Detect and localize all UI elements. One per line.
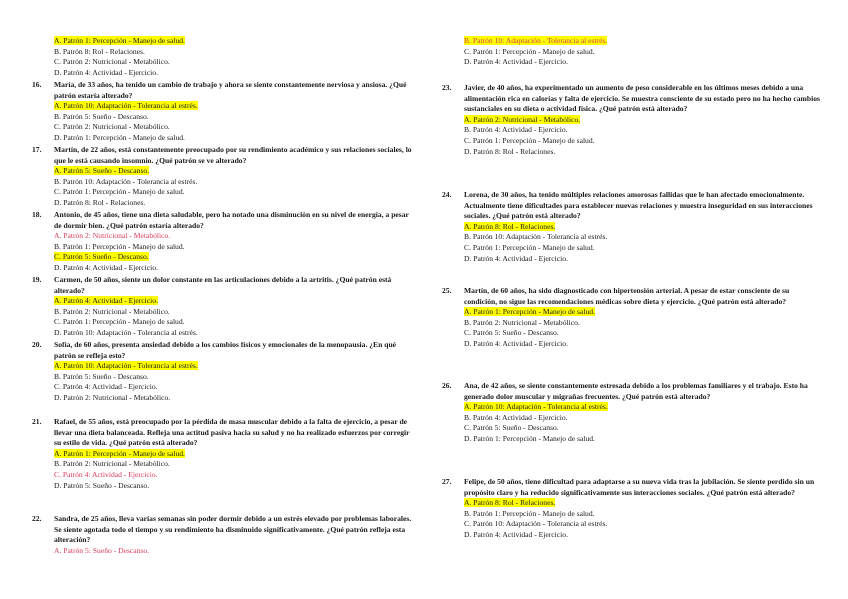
question-text: Ana, de 42 años, se siente constantemente estresada debido a los problemas familiares y el trabajo. Esto ha generado dolor muscular y migrañas frecuentes. ¿Qué patrón está alterado? xyxy=(464,381,808,401)
question-number: 27. xyxy=(442,477,452,486)
question-number: 25. xyxy=(442,286,452,295)
answer-option xyxy=(464,423,822,434)
answer-option xyxy=(464,115,822,126)
question-text: María, de 33 años, ha tenido un cambio de trabajo y ahora se siente constantemente nerviosa y ansiosa. ¿Qué patrón estaría alterado? xyxy=(54,80,407,100)
answer-option xyxy=(54,68,412,79)
answer-option-text: A. Patrón 10: Adaptación - Tolerancia al estrés. xyxy=(464,402,608,412)
answer-option xyxy=(54,36,412,47)
question-number: 20. xyxy=(32,340,42,349)
answer-option xyxy=(54,449,412,460)
answer-options xyxy=(32,546,412,557)
answer-option-text: A. Patrón 1: Percepción - Manejo de salud. xyxy=(54,36,185,45)
answer-option xyxy=(54,133,412,144)
question-number: 22. xyxy=(32,514,42,523)
answer-option-text: B. Patrón 10: Adaptación - Tolerancia al estrés. xyxy=(464,232,608,242)
question-item xyxy=(442,286,822,350)
answer-option xyxy=(464,36,822,47)
answer-option xyxy=(54,470,412,481)
answer-option-text: C. Patrón 5: Sueño - Descanso. xyxy=(464,423,559,433)
answer-option-text: C. Patrón 10: Adaptación - Tolerancia al estrés. xyxy=(464,519,608,529)
answer-option-text: C. Patrón 5: Sueño - Descanso. xyxy=(464,328,559,338)
answer-option xyxy=(54,296,412,307)
answer-options xyxy=(442,402,822,444)
question-number: 26. xyxy=(442,381,452,390)
answer-option-text: C. Patrón 4: Actividad - Ejercicio. xyxy=(54,382,158,392)
question-item xyxy=(32,340,412,404)
answer-option xyxy=(54,166,412,177)
answer-option xyxy=(54,198,412,209)
question-item xyxy=(32,514,412,556)
answer-option xyxy=(464,232,822,243)
answer-option-text: B. Patrón 2: Nutricional - Metabólico. xyxy=(54,459,170,469)
answer-option-text: D. Patrón 4: Actividad - Ejercicio. xyxy=(464,253,568,263)
question-stem xyxy=(442,477,822,498)
answer-option xyxy=(54,459,412,470)
answer-option xyxy=(54,122,412,133)
answer-option-text: B. Patrón 1: Percepción - Manejo de salud. xyxy=(464,508,595,518)
question-stem xyxy=(442,190,822,222)
answer-option-text: A. Patrón 2: Nutricional - Metabólico. xyxy=(464,114,581,124)
answer-option-text: B. Patrón 2: Nutricional - Metabólico. xyxy=(54,306,170,316)
question-text: Carmen, de 50 años, siente un dolor constante en las articulaciones debido a la artritis. ¿Qué patrón está alterado? xyxy=(54,275,392,295)
question-text: Sandra, de 25 años, lleva varias semanas sin poder dormir debido a un estrés elevado por problemas laborales. Se siente agotada todo el tiempo y su rendimiento ha disminuido significativamente. ¿Qué patrón refleja esta alteración? xyxy=(54,514,412,545)
answer-option-text: B. Patrón 10: Adaptación - Tolerancia al estrés. xyxy=(54,176,198,186)
answer-option-text: B. Patrón 1: Percepción - Manejo de salud. xyxy=(54,241,185,251)
question-number: 19. xyxy=(32,275,42,284)
answer-option-text: D. Patrón 1: Percepción - Manejo de salud. xyxy=(54,132,185,142)
answer-option-text: A. Patrón 1: Percepción - Manejo de salud. xyxy=(464,307,595,317)
answer-option-text: B. Patrón 4: Actividad - Ejercicio. xyxy=(464,412,568,422)
answer-option-text: B. Patrón 5: Sueño - Descanso. xyxy=(54,371,149,381)
answer-option xyxy=(54,328,412,339)
answer-option xyxy=(54,372,412,383)
answer-options xyxy=(32,166,412,208)
question-stem xyxy=(442,286,822,307)
answer-option xyxy=(464,498,822,509)
question-stem xyxy=(32,275,412,296)
question-stem xyxy=(32,514,412,546)
question-text: Lorena, de 30 años, ha tenido múltiples relaciones amorosas fallidas que le han afectado emocionalmente. Actualmente tiene dificultades para establecer nuevas relaciones y muestra inseguridad en sus interacciones sociales. ¿Qué patrón está alterado? xyxy=(464,190,813,221)
answer-option xyxy=(464,125,822,136)
question-stem xyxy=(32,145,412,166)
question-text: Rafael, de 55 años, está preocupado por la pérdida de masa muscular debido a la falta de ejercicio, a pesar de llevar una dieta balanceada. Refleja una actitud pasiva hacia su salud y no ha realizado esfuerzos por corregir su estilo de vida. ¿Qué patrón está alterado? xyxy=(54,417,410,448)
answer-option xyxy=(464,434,822,445)
answer-option xyxy=(464,136,822,147)
answer-option xyxy=(54,382,412,393)
question-number: 21. xyxy=(32,417,42,426)
answer-option-text: C. Patrón 2: Nutricional - Metabólico. xyxy=(54,122,170,132)
answer-option xyxy=(54,231,412,242)
answer-option-text: B. Patrón 10: Adaptación - Tolerancia al estrés. xyxy=(464,36,608,45)
question-item xyxy=(32,275,412,339)
answer-option-text: D. Patrón 4: Actividad - Ejercicio. xyxy=(54,262,158,272)
answer-option xyxy=(54,307,412,318)
answer-option-text: A. Patrón 5: Sueño - Descanso. xyxy=(54,166,150,176)
answer-option xyxy=(54,112,412,123)
answer-option xyxy=(464,307,822,318)
question-text: Martín, de 22 años, está constantemente preocupado por su rendimiento académico y sus relaciones sociales, lo que le está causando insomnio. ¿Qué patrón se ve alterado? xyxy=(54,145,412,165)
answer-option-text: C. Patrón 4: Actividad - Ejercicio. xyxy=(54,469,158,479)
answer-option-text: B. Patrón 4: Actividad - Ejercicio. xyxy=(464,125,568,135)
answer-option xyxy=(464,47,822,58)
answer-option xyxy=(54,546,412,557)
answer-options xyxy=(32,231,412,273)
answer-option xyxy=(54,47,412,58)
answer-option-text: A. Patrón 5: Sueño - Descanso. xyxy=(54,545,150,555)
answer-option-text: D. Patrón 4: Actividad - Ejercicio. xyxy=(464,338,568,348)
answer-option-text: D. Patrón 8: Rol - Relaciones. xyxy=(464,146,556,156)
answer-option xyxy=(54,177,412,188)
answer-options xyxy=(442,115,822,157)
question-stem xyxy=(32,417,412,449)
question-item xyxy=(32,210,412,274)
question-text: Felipe, de 50 años, tiene dificultad para adaptarse a su nueva vida tras la jubilación. Se siente perdido sin un propósito claro y ha reducido significativamente sus interacciones sociales. ¿Qué patrón está alterado? xyxy=(464,477,815,497)
answer-option-text: A. Patrón 2: Nutricional - Metabólico. xyxy=(54,231,171,241)
question-item xyxy=(442,477,822,541)
question-stem xyxy=(32,340,412,361)
question-stem xyxy=(32,210,412,231)
answer-option-text: C. Patrón 5: Sueño - Descanso. xyxy=(54,252,149,262)
question-item xyxy=(32,80,412,144)
question-number: 17. xyxy=(32,145,42,154)
question-item xyxy=(32,417,412,491)
answer-options xyxy=(442,222,822,264)
answer-option-text: A. Patrón 8: Rol - Relaciones. xyxy=(464,221,556,231)
answer-option xyxy=(54,317,412,328)
question-continuation xyxy=(442,36,822,68)
answer-option-text: A. Patrón 4: Actividad - Ejercicio. xyxy=(54,296,158,306)
answer-option-text: D. Patrón 1: Percepción - Manejo de salud. xyxy=(464,433,595,443)
answer-option xyxy=(464,402,822,413)
answer-option-text: C. Patrón 2: Nutricional - Metabólico. xyxy=(54,57,170,67)
answer-option xyxy=(464,57,822,68)
answer-option xyxy=(464,530,822,541)
question-number: 18. xyxy=(32,210,42,219)
answer-option-text: D. Patrón 4: Actividad - Ejercicio. xyxy=(464,57,568,67)
question-stem xyxy=(32,80,412,101)
answer-option xyxy=(464,243,822,254)
question-stem xyxy=(442,381,822,402)
answer-option xyxy=(464,519,822,530)
question-continuation xyxy=(32,36,412,78)
answer-option-text: D. Patrón 4: Actividad - Ejercicio. xyxy=(54,67,158,77)
answer-option-text: D. Patrón 10: Adaptación - Tolerancia al estrés. xyxy=(54,327,198,337)
question-number: 23. xyxy=(442,83,452,92)
question-number: 24. xyxy=(442,190,452,199)
answer-option-text: A. Patrón 1: Percepción - Manejo de salud. xyxy=(54,448,185,458)
question-text: Antonio, de 45 años, tiene una dieta saludable, pero ha notado una disminución en su nivel de energía, a pesar de dormir bien. ¿Qué patrón estaría alterado? xyxy=(54,210,409,230)
answer-option xyxy=(464,254,822,265)
answer-option xyxy=(464,222,822,233)
answer-option-text: A. Patrón 10: Adaptación - Tolerancia al estrés. xyxy=(54,361,198,371)
question-item xyxy=(32,145,412,209)
answer-option-text: B. Patrón 2: Nutricional - Metabólico. xyxy=(464,317,580,327)
answer-options xyxy=(442,36,822,68)
answer-option-text: D. Patrón 8: Rol - Relaciones. xyxy=(54,197,146,207)
answer-option xyxy=(54,481,412,492)
question-number: 16. xyxy=(32,80,42,89)
answer-options xyxy=(32,361,412,403)
answer-option-text: C. Patrón 1: Percepción - Manejo de salud. xyxy=(464,46,595,56)
answer-option xyxy=(54,263,412,274)
answer-option-text: B. Patrón 5: Sueño - Descanso. xyxy=(54,111,149,121)
answer-option xyxy=(464,339,822,350)
answer-options xyxy=(442,307,822,349)
answer-option xyxy=(464,413,822,424)
question-text: Martín, de 60 años, ha sido diagnosticado con hipertensión arterial. A pesar de estar consciente de su condición, no sigue las recomendaciones médicas sobre dieta y ejercicio. ¿Qué patrón está alterado? xyxy=(464,286,790,306)
answer-option-text: D. Patrón 4: Actividad - Ejercicio. xyxy=(464,529,568,539)
answer-option-text: C. Patrón 1: Percepción - Manejo de salud. xyxy=(464,242,595,252)
question-item xyxy=(442,83,822,157)
answer-option xyxy=(464,147,822,158)
answer-option xyxy=(464,328,822,339)
answer-option xyxy=(54,393,412,404)
answer-option xyxy=(54,57,412,68)
answer-options xyxy=(32,449,412,491)
answer-options xyxy=(442,498,822,540)
question-text: Sofía, de 60 años, presenta ansiedad debido a los cambios físicos y emocionales de la menopausia. ¿En qué patrón se refleja esto? xyxy=(54,340,397,360)
answer-option-text: B. Patrón 8: Rol - Relaciones. xyxy=(54,46,145,56)
answer-options xyxy=(32,101,412,143)
answer-options xyxy=(32,36,412,78)
answer-option xyxy=(54,361,412,372)
answer-option-text: C. Patrón 1: Percepción - Manejo de salud. xyxy=(464,135,595,145)
answer-option xyxy=(54,187,412,198)
answer-option xyxy=(464,318,822,329)
answer-option-text: D. Patrón 5: Sueño - Descanso. xyxy=(54,480,150,490)
answer-option-text: C. Patrón 1: Percepción - Manejo de salud. xyxy=(54,317,185,327)
answer-option xyxy=(54,252,412,263)
answer-option xyxy=(54,101,412,112)
answer-option-text: C. Patrón 1: Percepción - Manejo de salud. xyxy=(54,187,185,197)
question-item xyxy=(442,381,822,445)
question-stem xyxy=(442,83,822,115)
answer-option-text: D. Patrón 2: Nutricional - Metabólico. xyxy=(54,392,171,402)
question-text: Javier, de 40 años, ha experimentado un aumento de peso considerable en los últimos meses debido a una alimentación rica en calorías y falta de ejercicio. Se muestra consciente de su estado pero no ha hecho cambios sustanciales en su dieta o actividad física. ¿Qué patrón está alterado? xyxy=(464,83,820,114)
answer-option-text: A. Patrón 8: Rol - Relaciones. xyxy=(464,498,556,508)
answer-option xyxy=(54,242,412,253)
answer-option xyxy=(464,509,822,520)
answer-options xyxy=(32,296,412,338)
answer-option-text: A. Patrón 10: Adaptación - Tolerancia al estrés. xyxy=(54,101,198,111)
question-item xyxy=(442,190,822,264)
